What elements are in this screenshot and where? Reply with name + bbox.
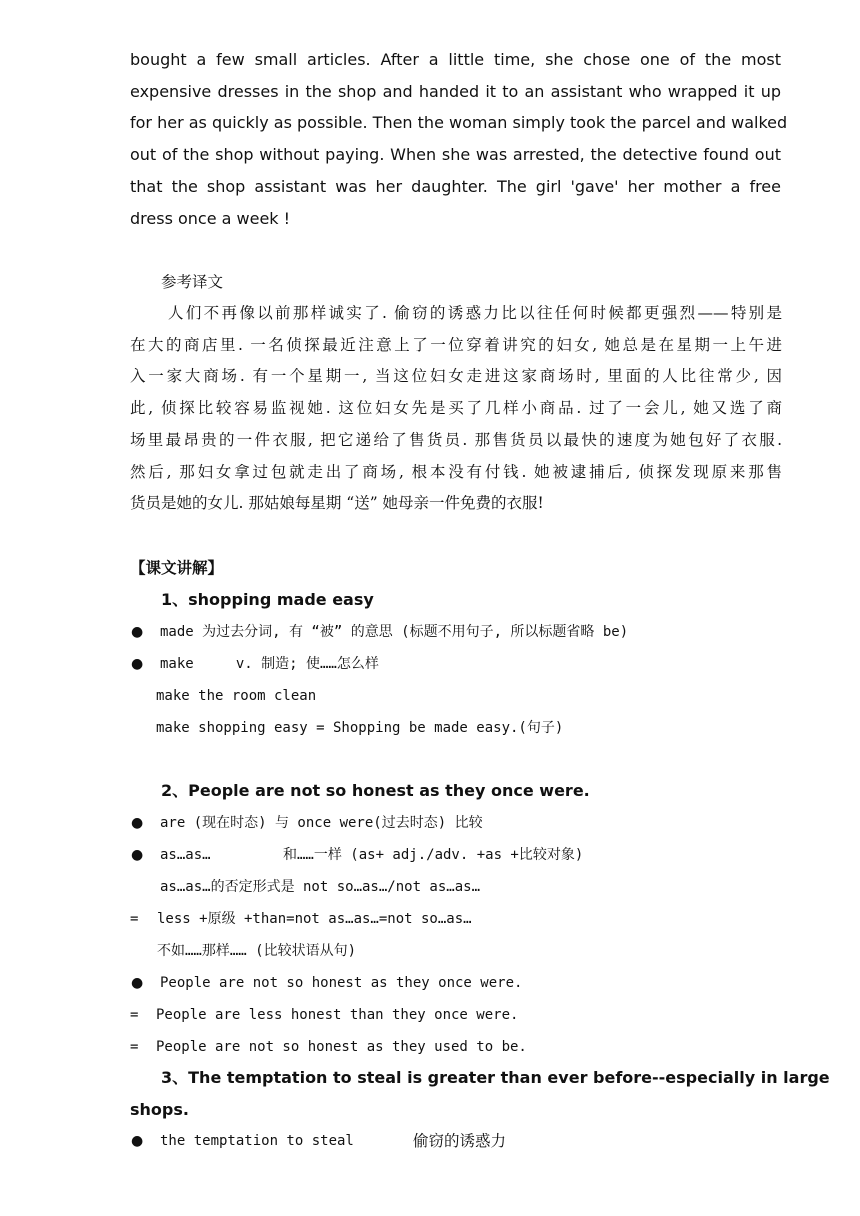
equals-sign: = bbox=[130, 1007, 139, 1023]
bullet-icon: ● bbox=[131, 624, 144, 640]
translation-line: 在大的商店里. 一名侦探最近注意上了一位穿着讲究的妇女, 她总是在星期一上午进 bbox=[130, 335, 782, 354]
point-1-title: 1、shopping made easy bbox=[161, 590, 374, 609]
passage-line: out of the shop without paying. When she was arrested, the detective found out bbox=[130, 145, 781, 165]
bullet-icon: ● bbox=[131, 1133, 144, 1149]
point-3-title: 3、The temptation to steal is greater than ever before--especially in large bbox=[161, 1068, 830, 1087]
bullet-icon: ● bbox=[131, 975, 144, 991]
passage-line: bought a few small articles. After a little time, she chose one of the most bbox=[130, 50, 781, 69]
passage-line: expensive dresses in the shop and handed it to an assistant who wrapped it up bbox=[130, 81, 781, 101]
translation-line: 此, 侦探比较容易监视她. 这位妇女先是买了几样小商品. 过了一会儿, 她又选了商 bbox=[130, 399, 782, 418]
point-1-bullet-make: make v. 制造; 使……怎么样 bbox=[160, 656, 379, 672]
translation-heading: 参考译文 bbox=[161, 273, 224, 291]
bullet-icon: ● bbox=[131, 656, 144, 672]
equals-sign: = bbox=[130, 1039, 139, 1055]
point-2-meaning: 不如……那样…… (比较状语从句) bbox=[157, 943, 357, 959]
translation-line: 入一家大商场. 有一个星期一, 当这位妇女走进这家商场时, 里面的人比往常少, 因 bbox=[130, 367, 782, 386]
translation-passage bbox=[130, 298, 782, 520]
point-1-example: make the room clean bbox=[156, 688, 317, 704]
passage-line: dress once a week ! bbox=[130, 208, 291, 228]
point-2-negative-form: as…as…的否定形式是 not so…as…/not as…as… bbox=[160, 879, 481, 895]
point-2-bullet-as-as: as…as… bbox=[160, 847, 211, 863]
english-passage bbox=[130, 44, 788, 234]
point-2-bullet-tense: are (现在时态) 与 once were(过去时态) 比较 bbox=[160, 815, 483, 831]
translation-line: 货员是她的女儿. 那姑娘每星期 “送” 她母亲一件免费的衣服! bbox=[130, 494, 544, 513]
point-3-bullet-phrase: the temptation to steal bbox=[160, 1133, 354, 1149]
point-1-example: make shopping easy = Shopping be made easy.(句子) bbox=[156, 720, 564, 736]
translation-line: 然后, 那妇女拿过包就走出了商场, 根本没有付钱. 她被逮捕后, 侦探发现原来那售 bbox=[130, 462, 782, 481]
bullet-icon: ● bbox=[131, 815, 144, 831]
point-2-bullet-as-as-meaning: 和……一样 (as+ adj./adv. +as +比较对象) bbox=[283, 847, 584, 863]
point-2-equivalence: less +原级 +than=not as…as…=not so…as… bbox=[157, 911, 472, 927]
translation-line: 人们不再像以前那样诚实了. 偷窃的诱惑力比以往任何时候都更强烈——特别是 bbox=[168, 304, 782, 322]
passage-line: that the shop assistant was her daughter. The girl 'gave' her mother a free bbox=[130, 176, 781, 196]
translation-line: 场里最昂贵的一件衣服, 把它递给了售货员. 那售货员以最快的速度为她包好了衣服. bbox=[130, 430, 782, 449]
point-2-title: 2、People are not so honest as they once were. bbox=[161, 781, 590, 800]
point-3-bullet-meaning: 偷窃的诱惑力 bbox=[413, 1132, 507, 1150]
point-3-title-continued: shops. bbox=[130, 1100, 189, 1119]
point-2-example: People are not so honest as they once were. bbox=[160, 975, 523, 991]
equals-sign: = bbox=[130, 911, 139, 927]
section-heading: 【课文讲解】 bbox=[130, 558, 224, 577]
point-2-example: People are less honest than they once were. bbox=[156, 1007, 519, 1023]
point-1-bullet-made: made 为过去分词, 有 “被” 的意思 (标题不用句子, 所以标题省略 be) bbox=[160, 624, 629, 640]
passage-line: for her as quickly as possible. Then the woman simply took the parcel and walked bbox=[130, 113, 788, 133]
point-2-example: People are not so honest as they used to be. bbox=[156, 1039, 527, 1055]
bullet-icon: ● bbox=[131, 847, 144, 863]
